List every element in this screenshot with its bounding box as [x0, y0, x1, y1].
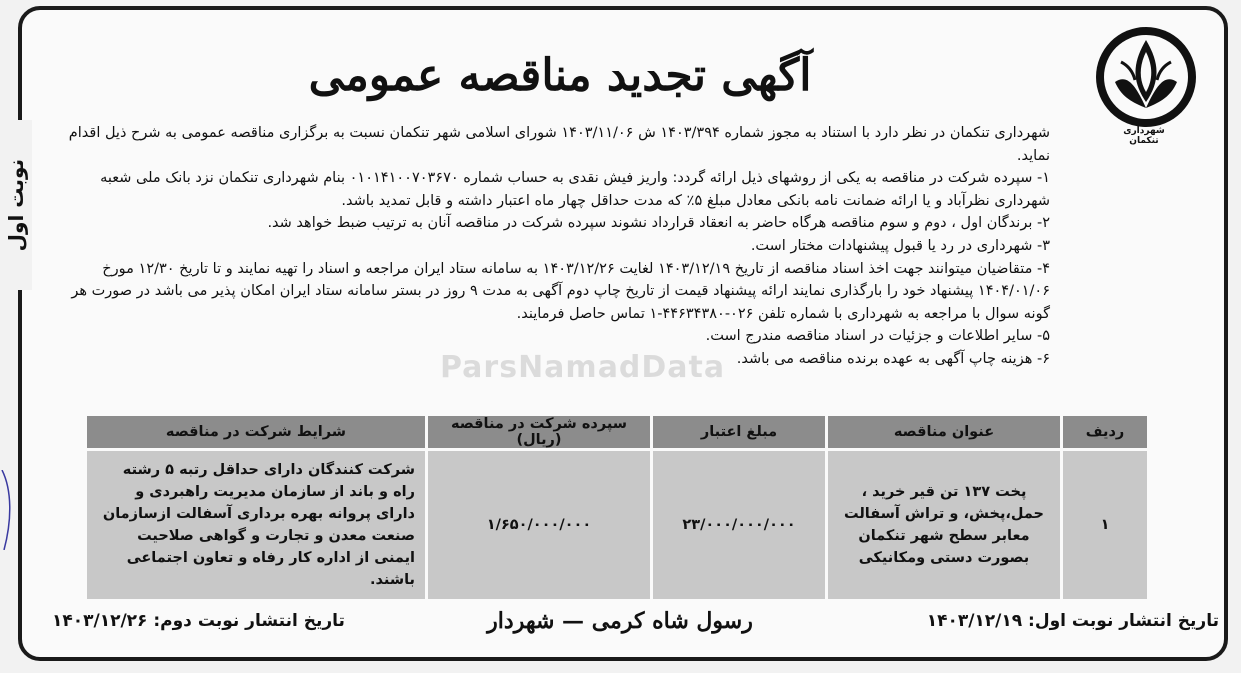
header-deposit: سپرده شرکت در مناقصه (ریال) — [428, 416, 650, 448]
page-title: آگهی تجدید مناقصه عمومی — [308, 50, 812, 101]
condition-item: ۴- متقاضیان میتوانند جهت اخذ اسناد مناقصه از تاریخ ۱۴۰۳/۱۲/۱۹ لغایت ۱۴۰۳/۱۲/۲۶ به سامانه ستاد ایران مراجعه و اسناد را تهیه نمایند و تا تاریخ ۱۲/۳۰ مورخ ۱۴۰۴/۰۱/۰۶ پیشنهاد خود را بارگذاری نمایند ارائه پیشنهاد قیمت از تاریخ چاپ دوم آگهی به مدت ۹ روز در بستر سامانه ستاد ایران امکان پذیر می باشد در صورت هر گونه سوال با مراجعه به شهرداری با شماره تلفن ۰۲۶-۴۴۶۳۴۳۸۰-۱ تماس حاصل فرمایند. — [71, 260, 1050, 322]
header-row-number: ردیف — [1063, 416, 1147, 448]
intro-paragraph: شهرداری تنکمان در نظر دارد با استناد به مجوز شماره ۱۴۰۳/۳۹۴ ش ۱۴۰۳/۱۱/۰۶ شورای اسلامی شهر تنکمان نسبت به برگزاری مناقصه عمومی به شرح ذیل اقدام نماید. — [68, 125, 1050, 164]
header-tender-title: عنوان مناقصه — [828, 416, 1060, 448]
table-header-row — [87, 416, 1147, 448]
header-credit-amount: مبلغ اعتبار — [653, 416, 825, 448]
condition-item: ۵- سایر اطلاعات و جزئیات در اسناد مناقصه مندرج است. — [705, 328, 1050, 345]
table-row — [87, 451, 1147, 599]
side-label-text: نوبت اول — [4, 158, 28, 252]
watermark-text: ParsNamadData — [440, 350, 726, 385]
condition-item: ۶- هزینه چاپ آگهی به عهده برنده مناقصه می باشد. — [736, 350, 1050, 367]
tender-table — [84, 413, 1150, 602]
cell-tender-title: پخت ۱۳۷ تن قیر خرید ، حمل،پخش، و تراش آسفالت معابر سطح شهر تنکمان بصورت دستی ومکانیکی — [828, 451, 1060, 599]
announcement-body — [60, 122, 1050, 371]
condition-item: ۱- سپرده شرکت در مناقصه به یکی از روشهای ذیل ارائه گردد: واریز فیش نقدی به حساب شماره ۰۱۰۱۴۱۰۰۷۰۳۶۷۰ بنام شهرداری تنکمان نزد بانک ملی شعبه شهرداری نظرآباد و یا ارائه ضمانت نامه بانکی معادل مبلغ ۵٪ که مدت حداقل چهار ماه اعتبار داشته و قابل تمدید باشد. — [100, 170, 1050, 209]
pen-mark-icon — [0, 470, 14, 550]
header-conditions: شرایط شرکت در مناقصه — [87, 416, 425, 448]
first-publish-date: تاریخ انتشار نوبت اول: ۱۴۰۳/۱۲/۱۹ — [926, 611, 1219, 631]
publication-round-label — [0, 120, 32, 290]
cell-credit-amount: ۲۳/۰۰۰/۰۰۰/۰۰۰ — [653, 451, 825, 599]
condition-item: ۳- شهرداری در رد یا قبول پیشنهادات مختار است. — [750, 237, 1050, 254]
municipality-logo-icon — [1091, 22, 1201, 132]
second-publish-date: تاریخ انتشار نوبت دوم: ۱۴۰۳/۱۲/۲۶ — [52, 611, 345, 631]
mayor-signature: رسول شاه کرمی — شهردار — [487, 608, 753, 634]
logo-caption: شهرداری تنکمان — [1123, 126, 1165, 146]
cell-conditions: شرکت کنندگان دارای حداقل رتبه ۵ رشته راه و باند از سازمان مدیریت راهبردی و دارای پروانه بهره برداری آسفالت ازسازمان صنعت معدن و تجارت و گواهی صلاحیت ایمنی از اداره کار رفاه و تعاون اجتماعی باشند. — [87, 451, 425, 599]
cell-row-number: ۱ — [1063, 451, 1147, 599]
condition-item: ۲- برندگان اول ، دوم و سوم مناقصه هرگاه حاضر به انعقاد قرارداد نشوند سپرده شرکت در مناقصه آنان به ترتیب ضبط خواهد شد. — [267, 215, 1050, 232]
cell-deposit: ۱/۶۵۰/۰۰۰/۰۰۰ — [428, 451, 650, 599]
